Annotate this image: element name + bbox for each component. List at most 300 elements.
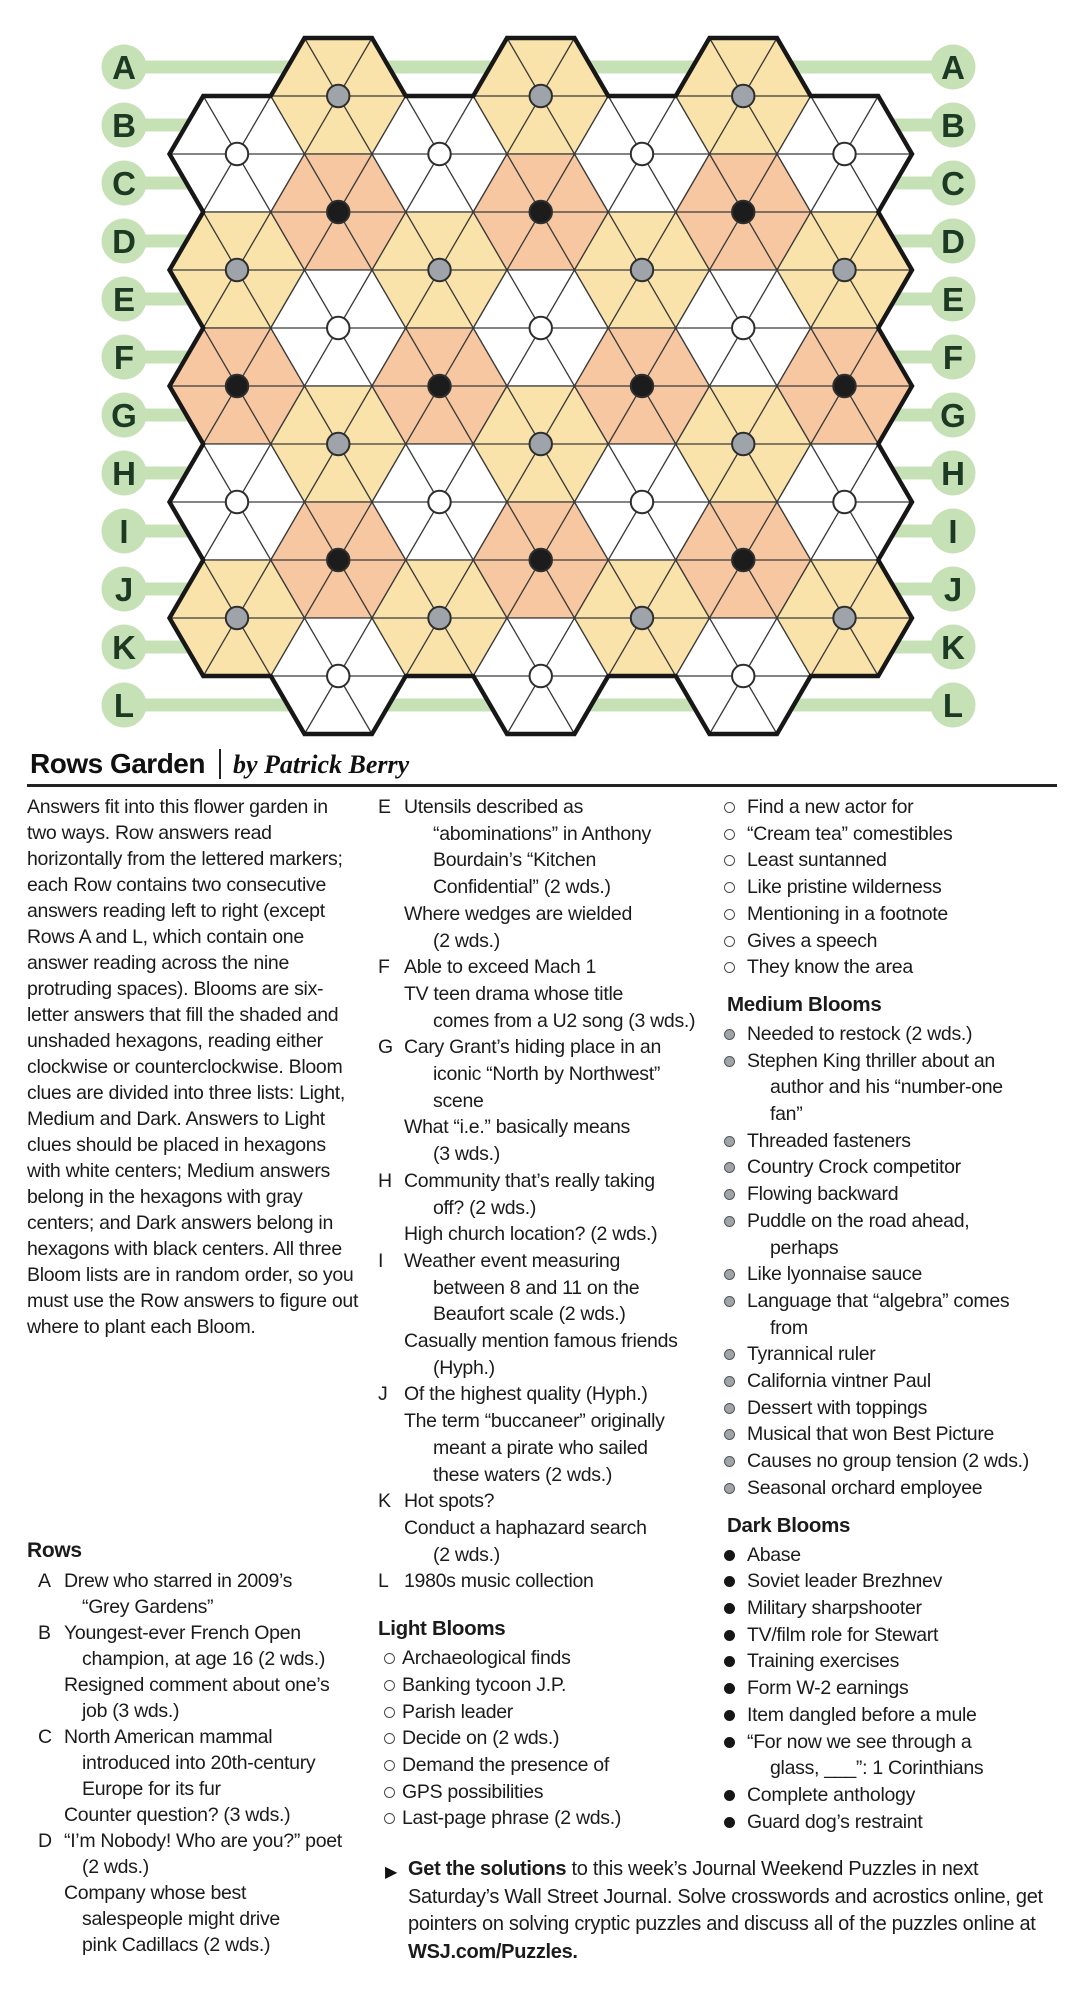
row-letter-right-B: B — [941, 107, 965, 144]
bloom-clue-text: Abase — [747, 1543, 801, 1566]
row-letter-left-F: F — [113, 339, 135, 376]
light-bloom-bullet-icon — [384, 1813, 395, 1824]
light-bloom-clue — [378, 1672, 710, 1699]
clue-text: Drew who starred in 2009’s — [64, 1570, 293, 1592]
bloom-center-dot-medium — [833, 259, 855, 281]
bloom-clue-text: Parish leader — [402, 1700, 513, 1723]
bloom-clue-text: Language that “algebra” comes — [747, 1289, 1010, 1312]
title-divider — [219, 749, 221, 779]
dark-bloom-clue — [715, 1782, 1075, 1809]
light-bloom-bullet-icon — [724, 829, 735, 840]
bloom-center-dot-medium — [226, 259, 248, 281]
solutions-lead: Get the solutions — [408, 1858, 567, 1880]
clue-text: Company whose best — [64, 1882, 247, 1904]
clue-wrap-line: off? (2 wds.) — [433, 1196, 537, 1219]
clue-wrap-line: Europe for its fur — [82, 1778, 221, 1800]
dark-bloom-clue — [715, 1702, 1075, 1729]
bloom-clue-text: Military sharpshooter — [747, 1596, 922, 1619]
bloom-clue-text: GPS possibilities — [402, 1780, 544, 1803]
row-clue-I — [378, 1248, 710, 1382]
clue-text: Resigned comment about one’s — [64, 1674, 330, 1696]
row-clue-letter: A — [38, 1570, 51, 1592]
bloom-center-dot-medium — [530, 433, 552, 455]
bloom-center-dot-medium — [732, 433, 754, 455]
bloom-clue-line — [715, 874, 1075, 901]
solutions-body: to this week’s Journal Weekend Puzzles in next Saturday’s Wall Street Journal. Solve crosswords and acrostics online, get pointers on solving cryptic puzzles and discuss all of the puzzles online at — [408, 1858, 1043, 1935]
clue-line — [378, 1568, 710, 1595]
dark-bloom-bullet-icon — [724, 1683, 735, 1694]
bloom-clue-line — [715, 928, 1075, 955]
dark-bloom-bullet-icon — [724, 1790, 735, 1801]
light-blooms-heading: Light Blooms — [378, 1617, 506, 1641]
dark-bloom-clue — [715, 1729, 1075, 1782]
bloom-clue-line — [715, 1542, 1075, 1569]
bloom-clue-line — [715, 1729, 1075, 1756]
row-clue-letter: G — [378, 1036, 393, 1059]
bloom-clue-line — [715, 794, 1075, 821]
dark-bloom-clue — [715, 1622, 1075, 1649]
rows-heading: Rows — [27, 1539, 82, 1562]
bloom-center-dot-light — [327, 665, 349, 687]
row-clue-letter: C — [38, 1726, 52, 1748]
clue-text: Counter question? (3 wds.) — [64, 1804, 291, 1826]
light-bloom-bullet-icon — [724, 802, 735, 813]
clue-line — [27, 1802, 359, 1828]
light-bloom-clue — [715, 874, 1075, 901]
instructions-text: Answers fit into this flower garden in two ways. Row answers read horizontally from the lettered markers; each Row contains two consecutive answers reading left to right (except Rows A and L, which contain one answer reading across the nine protruding spaces). Blooms are six-letter answers that fill the shaded and unshaded hexagons, reading either clockwise or counterclockwise. Bloom clues are divided into three lists: Light, Medium and Dark. Answers to Light clues should be placed in hexagons with white centers; Medium answers belong in the hexagons with gray centers; and Dark answers belong in hexagons with black centers. All three Bloom lists are in random order, so you must use the Row answers to figure out where to plant each Bloom. — [27, 796, 359, 1338]
bloom-clue-text: Causes no group tension (2 wds.) — [747, 1450, 1029, 1473]
bloom-clue-text: Like pristine wilderness — [747, 876, 942, 899]
clue-line — [378, 981, 710, 1008]
clue-line — [378, 1221, 710, 1248]
light-bloom-bullet-icon — [384, 1733, 395, 1744]
dark-bloom-clue — [715, 1568, 1075, 1595]
bloom-center-dot-light — [327, 317, 349, 339]
light-bloom-bullet-icon — [384, 1680, 395, 1691]
medium-blooms-heading: Medium Blooms — [727, 992, 882, 1016]
row-clue-K — [378, 1488, 710, 1568]
clue-line — [378, 1381, 710, 1408]
bloom-wrap-line: glass, ___”: 1 Corinthians — [770, 1757, 984, 1780]
light-bloom-bullet-icon — [384, 1787, 395, 1798]
clue-line — [27, 1724, 359, 1750]
light-bloom-clue — [378, 1699, 710, 1726]
bloom-center-dot-medium — [327, 433, 349, 455]
bloom-center-dot-light — [631, 143, 653, 165]
bloom-clue-text: Complete anthology — [747, 1783, 916, 1806]
bloom-clue-text: Musical that won Best Picture — [747, 1423, 995, 1446]
bloom-clue-line — [378, 1672, 710, 1699]
rows-garden-grid — [0, 0, 1084, 758]
light-bloom-clue — [378, 1779, 710, 1806]
puzzle-byline: by Patrick Berry — [232, 750, 410, 779]
clue-wrap-line: “abominations” in Anthony — [433, 822, 651, 845]
clue-text: What “i.e.” basically means — [404, 1116, 630, 1139]
clue-line — [378, 1488, 710, 1515]
bloom-clue-line — [715, 1475, 1075, 1502]
clue-line — [378, 1328, 710, 1355]
medium-bloom-bullet-icon — [724, 1216, 735, 1227]
dark-bloom-bullet-icon — [724, 1656, 735, 1667]
row-letter-right-E: E — [941, 281, 965, 318]
clue-wrap-line: pink Cadillacs (2 wds.) — [82, 1934, 271, 1956]
bloom-clue-line — [715, 954, 1075, 981]
light-blooms-list-1 — [378, 1645, 710, 1832]
clue-wrap-line: scene — [433, 1089, 484, 1112]
light-bloom-bullet-icon — [384, 1653, 395, 1664]
dark-bloom-bullet-icon — [724, 1550, 735, 1561]
bloom-clue-line — [378, 1699, 710, 1726]
medium-bloom-bullet-icon — [724, 1483, 735, 1494]
bloom-clue-line — [715, 1622, 1075, 1649]
row-clue-letter: K — [378, 1490, 391, 1513]
bloom-clue-line — [715, 1595, 1075, 1622]
clue-line — [27, 1672, 359, 1698]
clue-wrap-line: Confidential” (2 wds.) — [433, 876, 611, 899]
row-letter-left-J: J — [114, 571, 134, 608]
clue-text: Able to exceed Mach 1 — [404, 956, 597, 979]
light-bloom-bullet-icon — [384, 1760, 395, 1771]
clue-line — [27, 1620, 359, 1646]
clue-line — [378, 954, 710, 981]
clue-text: 1980s music collection — [404, 1570, 594, 1593]
bloom-clue-line — [715, 901, 1075, 928]
bloom-center-dot-medium — [833, 607, 855, 629]
bloom-center-dot-medium — [428, 607, 450, 629]
row-letter-left-B: B — [112, 107, 136, 144]
medium-bloom-clue — [715, 1368, 1075, 1395]
clue-text: Of the highest quality (Hyph.) — [404, 1383, 648, 1406]
clue-wrap-line: these waters (2 wds.) — [433, 1463, 613, 1486]
clue-text: The term “buccaneer” originally — [404, 1410, 665, 1433]
clue-wrap-line: salespeople might drive — [82, 1908, 280, 1930]
bloom-center-dot-medium — [428, 259, 450, 281]
bloom-center-dot-dark — [327, 549, 349, 571]
medium-bloom-bullet-icon — [724, 1349, 735, 1360]
bloom-clue-text: Decide on (2 wds.) — [402, 1727, 560, 1750]
bloom-clue-text: Training exercises — [747, 1650, 900, 1673]
bloom-center-dot-dark — [631, 375, 653, 397]
bloom-clue-text: Like lyonnaise sauce — [747, 1263, 923, 1286]
row-clue-J — [378, 1381, 710, 1488]
row-letter-right-J: J — [943, 571, 963, 608]
row-letter-right-C: C — [941, 165, 965, 202]
medium-bloom-bullet-icon — [724, 1189, 735, 1200]
row-letter-right-K: K — [941, 629, 965, 666]
dark-bloom-bullet-icon — [724, 1576, 735, 1587]
bloom-clue-line — [715, 1208, 1075, 1235]
bloom-clue-line — [715, 1261, 1075, 1288]
bloom-clue-line — [715, 1048, 1075, 1075]
clue-wrap-line: “Grey Gardens” — [82, 1596, 214, 1618]
bloom-clue-text: Gives a speech — [747, 929, 878, 952]
solutions-note — [385, 1856, 1068, 1966]
light-bloom-clue — [715, 821, 1075, 848]
bloom-clue-text: Needed to restock (2 wds.) — [747, 1022, 973, 1045]
row-clue-letter: D — [38, 1830, 52, 1852]
bloom-clue-text: “For now we see through a — [747, 1730, 972, 1753]
clue-line — [378, 1515, 710, 1542]
clue-wrap-line: iconic “North by Northwest” — [433, 1063, 661, 1086]
bloom-center-dot-medium — [732, 85, 754, 107]
bloom-clue-text: Mentioning in a footnote — [747, 902, 948, 925]
medium-bloom-bullet-icon — [724, 1296, 735, 1307]
row-letter-right-D: D — [941, 223, 965, 260]
bloom-clue-text: Form W-2 earnings — [747, 1677, 909, 1700]
bloom-center-dot-light — [833, 143, 855, 165]
row-letter-left-C: C — [112, 165, 136, 202]
clue-line — [378, 1408, 710, 1435]
row-clue-H — [378, 1168, 710, 1248]
medium-bloom-bullet-icon — [724, 1136, 735, 1147]
bloom-clue-line — [715, 1809, 1075, 1836]
bloom-center-dot-dark — [428, 375, 450, 397]
medium-bloom-bullet-icon — [724, 1029, 735, 1040]
bloom-clue-line — [715, 847, 1075, 874]
bloom-center-dot-light — [530, 317, 552, 339]
light-bloom-clue — [715, 954, 1075, 981]
light-bloom-clue — [378, 1805, 710, 1832]
medium-bloom-clue — [715, 1154, 1075, 1181]
bloom-center-dot-light — [530, 665, 552, 687]
row-clue-B — [27, 1620, 359, 1724]
clue-text: High church location? (2 wds.) — [404, 1223, 658, 1246]
clue-wrap-line: Bourdain’s “Kitchen — [433, 849, 597, 872]
title-rule — [27, 784, 1057, 787]
row-clue-L — [378, 1568, 710, 1595]
row-letter-right-G: G — [940, 397, 966, 434]
clue-line — [378, 1114, 710, 1141]
column-left — [27, 794, 359, 1958]
row-letter-right-H: H — [941, 455, 965, 492]
bloom-clue-text: Soviet leader Brezhnev — [747, 1570, 943, 1593]
bloom-center-dot-dark — [732, 549, 754, 571]
bloom-center-dot-light — [833, 491, 855, 513]
dark-bloom-clue — [715, 1675, 1075, 1702]
medium-bloom-clue — [715, 1448, 1075, 1475]
medium-blooms-list — [715, 1021, 1075, 1502]
medium-bloom-bullet-icon — [724, 1456, 735, 1467]
row-clue-letter: F — [378, 956, 390, 979]
bloom-center-dot-light — [428, 143, 450, 165]
clue-wrap-line: meant a pirate who sailed — [433, 1436, 648, 1459]
clue-wrap-line: (Hyph.) — [433, 1356, 495, 1379]
bloom-clue-line — [715, 1782, 1075, 1809]
clue-text: Hot spots? — [404, 1490, 495, 1513]
light-bloom-clue — [715, 928, 1075, 955]
bloom-clue-line — [378, 1805, 710, 1832]
bloom-clue-text: They know the area — [747, 956, 913, 979]
bloom-clue-text: Country Crock competitor — [747, 1156, 961, 1179]
bloom-clue-line — [715, 1154, 1075, 1181]
dark-bloom-clue — [715, 1542, 1075, 1569]
medium-bloom-clue — [715, 1421, 1075, 1448]
row-clue-letter: I — [378, 1249, 384, 1272]
row-letter-left-A: A — [112, 49, 136, 86]
clue-text: Community that’s really taking — [404, 1169, 655, 1192]
row-clue-letter: B — [38, 1622, 51, 1644]
bloom-clue-text: Find a new actor for — [747, 796, 914, 818]
clue-text: Youngest-ever French Open — [64, 1622, 301, 1644]
bloom-center-dot-medium — [226, 607, 248, 629]
clue-text: Cary Grant’s hiding place in an — [404, 1036, 661, 1059]
bloom-clue-text: Seasonal orchard employee — [747, 1476, 983, 1499]
bloom-clue-text: Last-page phrase (2 wds.) — [402, 1807, 622, 1830]
light-bloom-bullet-icon — [384, 1707, 395, 1718]
bloom-center-dot-light — [226, 143, 248, 165]
light-bloom-clue — [378, 1725, 710, 1752]
clue-text: Utensils described as — [404, 796, 584, 818]
bloom-clue-text: Threaded fasteners — [747, 1129, 911, 1152]
light-bloom-clue — [715, 847, 1075, 874]
medium-bloom-clue — [715, 1288, 1075, 1341]
bloom-clue-text: Flowing backward — [747, 1183, 899, 1206]
bloom-clue-line — [715, 1568, 1075, 1595]
rows-clues-a-d — [27, 1568, 359, 1958]
bloom-clue-text: Guard dog’s restraint — [747, 1810, 923, 1833]
bloom-center-dot-light — [226, 491, 248, 513]
clue-line — [27, 1568, 359, 1594]
bloom-center-dot-medium — [631, 607, 653, 629]
light-bloom-bullet-icon — [724, 909, 735, 920]
medium-bloom-bullet-icon — [724, 1162, 735, 1173]
bloom-clue-text: Puddle on the road ahead, — [747, 1209, 970, 1232]
clue-text: North American mammal — [64, 1726, 273, 1748]
medium-bloom-clue — [715, 1048, 1075, 1128]
clue-wrap-line: between 8 and 11 on the — [433, 1276, 640, 1299]
clue-wrap-line: comes from a U2 song (3 wds.) — [433, 1009, 696, 1032]
bloom-clue-line — [378, 1725, 710, 1752]
bloom-clue-text: “Cream tea” comestibles — [747, 822, 953, 845]
row-clue-letter: L — [378, 1570, 389, 1593]
bloom-clue-line — [715, 1341, 1075, 1368]
medium-bloom-bullet-icon — [724, 1056, 735, 1067]
bloom-center-dot-dark — [732, 201, 754, 223]
medium-bloom-clue — [715, 1395, 1075, 1422]
clue-wrap-line: job (3 wds.) — [82, 1700, 180, 1722]
page-title — [30, 748, 409, 780]
clue-wrap-line: champion, at age 16 (2 wds.) — [82, 1648, 326, 1670]
bloom-clue-line — [715, 1181, 1075, 1208]
clue-text: TV teen drama whose title — [404, 982, 624, 1005]
row-letter-right-F: F — [942, 339, 964, 376]
clue-line — [378, 1034, 710, 1061]
row-clue-A — [27, 1568, 359, 1620]
dark-bloom-bullet-icon — [724, 1737, 735, 1748]
clue-line — [378, 1168, 710, 1195]
bloom-center-dot-dark — [530, 201, 552, 223]
row-clue-letter: H — [378, 1169, 392, 1192]
bloom-clue-line — [715, 1702, 1075, 1729]
bloom-center-dot-medium — [530, 85, 552, 107]
bloom-clue-text: Least suntanned — [747, 849, 887, 872]
column-middle — [378, 794, 710, 1832]
row-clue-F — [378, 954, 710, 1034]
clue-text: Where wedges are wielded — [404, 902, 633, 925]
bloom-center-dot-light — [428, 491, 450, 513]
bloom-clue-text: Stephen King thriller about an — [747, 1049, 995, 1072]
clue-text: Conduct a haphazard search — [404, 1516, 647, 1539]
dark-bloom-clue — [715, 1595, 1075, 1622]
clue-wrap-line: (2 wds.) — [433, 1543, 500, 1566]
clue-line — [378, 1248, 710, 1275]
medium-bloom-clue — [715, 1208, 1075, 1261]
bloom-clue-line — [715, 821, 1075, 848]
dark-bloom-bullet-icon — [724, 1630, 735, 1641]
row-clue-G — [378, 1034, 710, 1168]
bloom-clue-text: Tyrannical ruler — [747, 1343, 876, 1366]
light-bloom-bullet-icon — [724, 855, 735, 866]
light-bloom-clue — [715, 794, 1075, 821]
clue-text: “I’m Nobody! Who are you?” poet — [64, 1830, 342, 1852]
row-letter-right-L: L — [942, 687, 964, 724]
bloom-clue-line — [378, 1645, 710, 1672]
dark-bloom-bullet-icon — [724, 1603, 735, 1614]
clue-line — [378, 901, 710, 928]
bloom-clue-text: Demand the presence of — [402, 1753, 609, 1776]
clue-line — [27, 1828, 359, 1854]
light-bloom-clue — [715, 901, 1075, 928]
bloom-center-dot-dark — [327, 201, 349, 223]
arrow-right-icon: ▶ — [385, 1864, 398, 1881]
row-clue-letter: J — [378, 1383, 388, 1406]
clue-wrap-line: (3 wds.) — [433, 1143, 500, 1166]
bloom-clue-line — [715, 1021, 1075, 1048]
clue-line — [27, 1880, 359, 1906]
row-clue-D — [27, 1828, 359, 1958]
bloom-center-dot-light — [631, 491, 653, 513]
clue-text: Casually mention famous friends — [404, 1330, 678, 1353]
medium-bloom-clue — [715, 1021, 1075, 1048]
medium-bloom-clue — [715, 1261, 1075, 1288]
dark-bloom-clue — [715, 1809, 1075, 1836]
bloom-clue-line — [715, 1421, 1075, 1448]
row-clue-E — [378, 794, 710, 954]
clue-wrap-line: (2 wds.) — [82, 1856, 149, 1878]
row-letter-left-K: K — [112, 629, 136, 666]
medium-bloom-clue — [715, 1341, 1075, 1368]
dark-bloom-clue — [715, 1648, 1075, 1675]
bloom-center-dot-light — [732, 317, 754, 339]
bloom-clue-line — [715, 1648, 1075, 1675]
light-bloom-clue — [378, 1645, 710, 1672]
puzzle-title: Rows Garden — [30, 748, 205, 779]
bloom-center-dot-medium — [631, 259, 653, 281]
medium-bloom-bullet-icon — [724, 1269, 735, 1280]
bloom-clue-text: Banking tycoon J.P. — [402, 1673, 567, 1696]
bloom-clue-text: California vintner Paul — [747, 1370, 931, 1393]
medium-bloom-bullet-icon — [724, 1376, 735, 1387]
row-letter-left-H: H — [112, 455, 136, 492]
bloom-clue-line — [378, 1779, 710, 1806]
row-letter-left-E: E — [112, 281, 136, 318]
clue-line — [378, 794, 710, 821]
bloom-clue-text: Item dangled before a mule — [747, 1703, 977, 1726]
solutions-url: WSJ.com/Puzzles. — [408, 1940, 578, 1963]
row-letter-left-G: G — [111, 397, 137, 434]
bloom-wrap-line: from — [770, 1316, 808, 1339]
bloom-clue-line — [715, 1675, 1075, 1702]
medium-bloom-clue — [715, 1181, 1075, 1208]
bloom-center-dot-dark — [530, 549, 552, 571]
bloom-clue-text: Archaeological finds — [402, 1647, 571, 1670]
bloom-clue-text: Dessert with toppings — [747, 1396, 928, 1419]
bloom-center-dot-dark — [226, 375, 248, 397]
bloom-clue-text: TV/film role for Stewart — [747, 1623, 939, 1646]
bloom-clue-line — [378, 1752, 710, 1779]
row-letter-left-I: I — [119, 513, 129, 550]
light-bloom-clue — [378, 1752, 710, 1779]
